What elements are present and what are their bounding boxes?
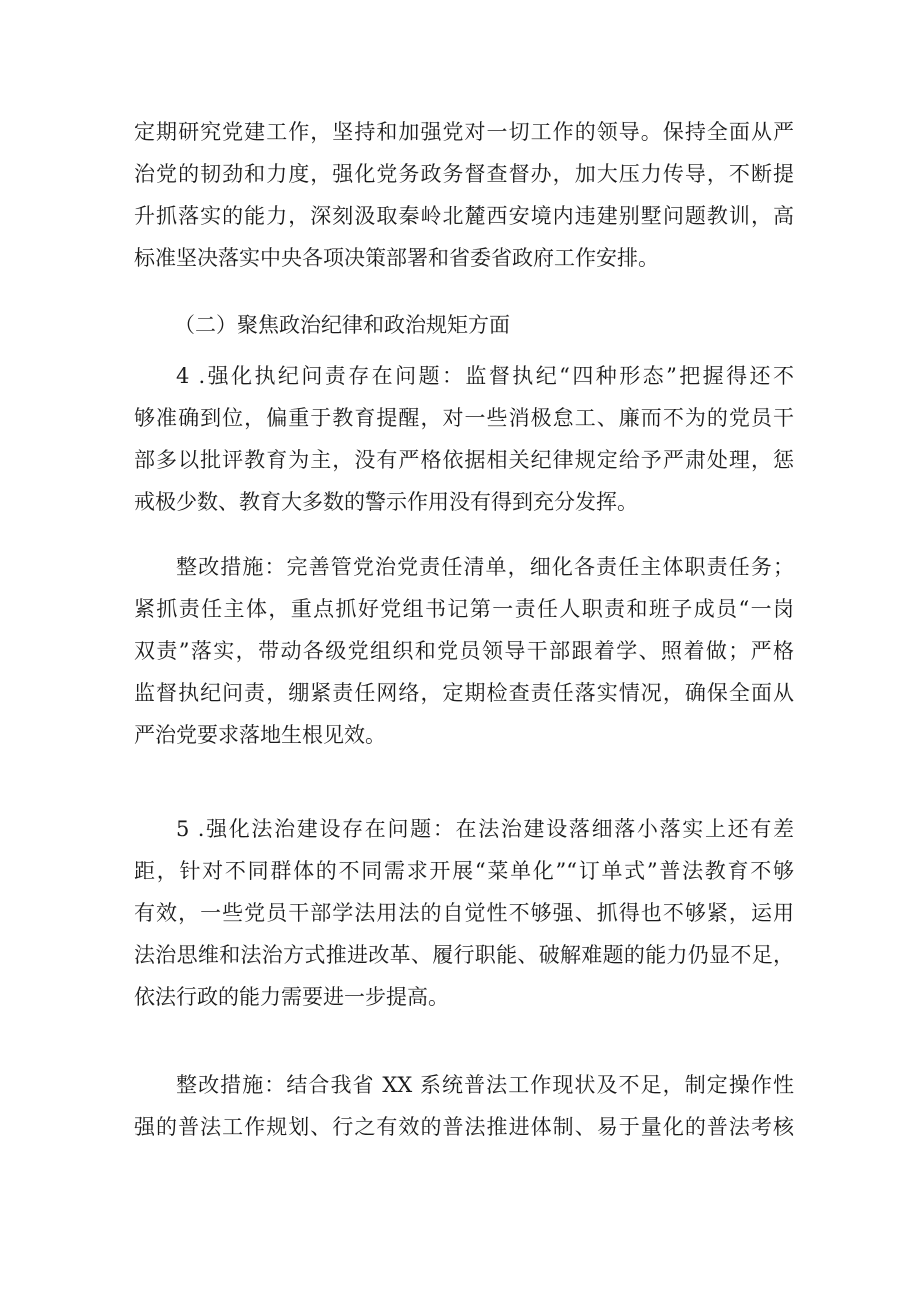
paragraph-item-4-problem <box>134 355 794 523</box>
text-line: 部多以批评教育为主，没有严格依据相关纪律规定给予严肃处理，惩 <box>134 448 794 472</box>
text-line: 戒极少数、教育大多数的警示作用没有得到充分发挥。 <box>134 490 638 514</box>
text-line: 有效，一些党员干部学法用法的自觉性不够强、抓得也不够紧，运用 <box>134 901 794 925</box>
text-line: 标准坚决落实中央各项决策部署和省委省政府工作安排。 <box>134 246 659 270</box>
text-line: 4 .强化执纪问责存在问题：监督执纪“四种形态”把握得还不 <box>176 364 794 388</box>
text-line: 严治党要求落地生根见效。 <box>134 723 386 747</box>
text-line: 监督执纪问责，绷紧责任网络，定期检查责任落实情况，确保全面从 <box>134 681 794 705</box>
text-line: 整改措施：完善管党治党责任清单，细化各责任主体职责任务； <box>176 555 794 579</box>
text-line: 治党的韧劲和力度，强化党务政务督查督办，加大压力传导，不断提 <box>134 162 794 186</box>
section-heading-political-discipline <box>134 304 794 346</box>
text-line: 法治思维和法治方式推进改革、履行职能、破解难题的能力仍显不足， <box>134 943 794 967</box>
text-line: 距，针对不同群体的不同需求开展“菜单化”“订单式”普法教育不够 <box>134 859 794 883</box>
text-line: 紧抓责任主体，重点抓好党组书记第一责任人职责和班子成员“一岗 <box>134 597 794 621</box>
text-line: 够准确到位，偏重于教育提醒，对一些消极怠工、廉而不为的党员干 <box>134 406 794 430</box>
paragraph-item-5-problem <box>134 808 794 1018</box>
text-line: 整改措施：结合我省 XX 系统普法工作现状及不足，制定操作性 <box>176 1073 794 1097</box>
text-line: 强的普法工作规划、行之有效的普法推进体制、易于量化的普法考核 <box>134 1115 794 1139</box>
text-line: 定期研究党建工作，坚持和加强党对一切工作的领导。保持全面从严 <box>134 120 794 144</box>
text-line: 5 .强化法治建设存在问题：在法治建设落细落小落实上还有差 <box>176 817 794 841</box>
paragraph-party-building <box>134 111 794 279</box>
heading-text: （二）聚焦政治纪律和政治规矩方面 <box>174 313 510 337</box>
paragraph-item-4-measures <box>134 546 794 756</box>
text-line: 双责”落实，带动各级党组织和党员领导干部跟着学、照着做；严格 <box>134 639 794 663</box>
text-line: 升抓落实的能力，深刻汲取秦岭北麓西安境内违建别墅问题教训，高 <box>134 204 794 228</box>
text-line: 依法行政的能力需要进一步提高。 <box>134 985 449 1009</box>
paragraph-item-5-measures <box>134 1064 794 1148</box>
